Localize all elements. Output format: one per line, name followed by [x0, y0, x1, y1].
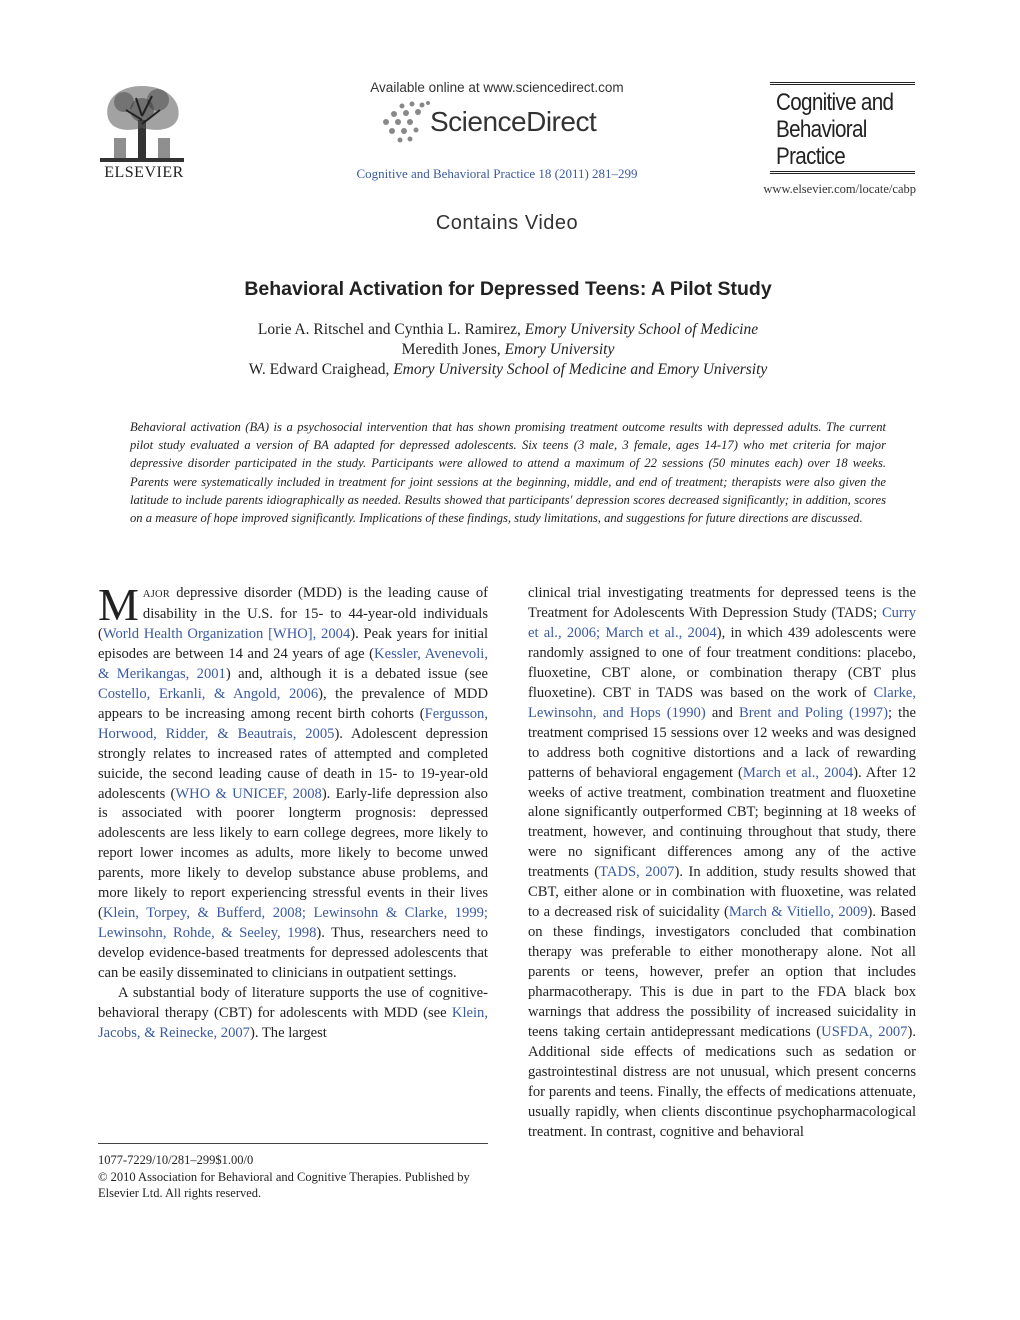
footnote-divider — [98, 1143, 488, 1144]
body-text: A substantial body of literature supports the use of cognitive-behavioral therapy (CBT) for adolescents with MDD (see — [98, 985, 488, 1022]
body-text: ). After 12 weeks of active treatment, combination treatment and fluoxetine alone significantly outperformed CBT; beginning at 18 weeks of treatment, however, and continuing throughout that study, there were no significant differences among any of the active treatments ( — [528, 764, 916, 881]
sciencedirect-logo — [380, 100, 620, 144]
journal-title-line: Practice — [776, 143, 846, 170]
citation-link[interactable]: Klein, Jacobs, & Reinecke, 2007 — [98, 1005, 488, 1041]
citation-link[interactable]: WHO & UNICEF, 2008 — [175, 785, 322, 802]
citation-link[interactable]: Costello, Erkanli, & Angold, 2006 — [98, 685, 319, 702]
body-text: ) and, although it is a debated issue (see — [225, 665, 488, 682]
author-line — [100, 340, 916, 360]
body-paragraph — [528, 584, 916, 1143]
body-column-left — [98, 579, 489, 1044]
elsevier-wordmark: ELSEVIER — [104, 164, 184, 181]
journal-title-line: Behavioral — [776, 116, 867, 143]
body-column-right — [528, 584, 916, 1143]
author-affiliation: Emory University School of Medicine — [524, 321, 759, 338]
citation-link[interactable]: Kessler, Avenevoli, & Merikangas, 2001 — [98, 645, 488, 682]
body-text: ; the treatment comprised 15 sessions over 12 weeks and was designed to address both cognitive distortions and a lack of rewarding patterns of behavioral engagement ( — [528, 704, 916, 781]
contains-video-label: Contains Video — [435, 212, 579, 234]
citation-link[interactable]: World Health Organization [WHO], 2004 — [102, 625, 351, 642]
body-text: ). Thus, researchers need to develop evidence-based treatments for depressed adolescents that can be easily disseminated to clinicians in outpatient settings. — [98, 925, 488, 982]
sciencedirect-dots-icon — [380, 100, 430, 144]
author-affiliation: Emory University — [504, 341, 615, 358]
body-text: ). Peak years for initial episodes are between 14 and 24 years of age ( — [98, 625, 489, 662]
body-text: ). Based on these findings, investigators concluded that combination therapy was preferable to either monotherapy alone. Not all parents or teens, however, prefer an option that includes pharmacotherapy. This is due in part to the FDA black box warnings that address the possibility of increased suicidality in teens taking certain antidepressant medications ( — [528, 904, 916, 1040]
footnote-line: © 2010 Association for Behavioral and Cognitive Therapies. Published by Elsevier Ltd. All rights reserved. — [98, 1169, 470, 1200]
elsevier-tree-logo — [96, 80, 188, 164]
journal-url[interactable]: www.elsevier.com/locate/cabp — [763, 182, 916, 196]
author-line — [100, 320, 916, 340]
body-text: ). Additional side effects of medications such as sedation or gastrointestinal distress are not unusual, which present concerns for parents and teens. Finally, the effects of medications attenuate, usually rapidly, when clients discontinue psychopharmacological treatment. In contrast, cognitive and behavioral — [528, 1023, 916, 1140]
author-names: W. Edward Craighead, — [248, 361, 394, 378]
body-text: ), the prevalence of MDD appears to be increasing among recent birth cohorts ( — [98, 685, 488, 722]
article-title: Behavioral Activation for Depressed Teens: A Pilot Study — [244, 278, 772, 300]
footnote — [98, 1152, 488, 1202]
citation-link[interactable]: March et al., 2004 — [742, 764, 854, 781]
citation-link[interactable]: Brent and Poling (1997) — [739, 704, 888, 721]
available-online-text: Available online at www.sciencedirect.com — [370, 80, 624, 95]
journal-citation[interactable]: Cognitive and Behavioral Practice 18 (2011) 281–299 — [356, 166, 638, 181]
body-paragraph — [98, 579, 489, 984]
citation-link[interactable]: Clarke, Lewinsohn, and Hops (1990) — [528, 684, 916, 721]
body-text: and — [705, 704, 740, 721]
citation-link[interactable]: Fergusson, Horwood, Ridder, & Beautrais, 2005 — [98, 705, 488, 742]
body-text: ). In addition, study results showed that CBT, either alone or in combination with fluoxetine, was related to a decreased risk of suicidality ( — [528, 864, 916, 921]
footnote-line: 1077-7229/10/281–299$1.00/0 — [98, 1153, 254, 1167]
author-affiliation: Emory University School of Medicine and Emory University — [393, 361, 768, 378]
small-caps-text: AJOR — [142, 589, 170, 600]
author-names: Meredith Jones, — [401, 341, 505, 358]
body-text: ). Adolescent depression strongly relates to increased rates of attempted and completed suicide, the second leading cause of death in 15- to 19-year-old adolescents ( — [98, 725, 488, 802]
drop-cap: M — [98, 579, 139, 630]
body-text: ), in which 439 adolescents were randomly assigned to one of four treatment conditions: placebo, fluoxetine, CBT alone, or combination therapy (CBT plus fluoxetine). CBT in TADS was based on the work of — [528, 624, 916, 701]
author-list — [100, 320, 916, 380]
body-text: clinical trial investigating treatments for depressed teens is the Treatment for Adolescents With Depression Study (TADS; — [528, 585, 916, 621]
journal-title-line: Cognitive and — [776, 89, 894, 116]
author-names: Lorie A. Ritschel and Cynthia L. Ramirez, — [257, 321, 525, 338]
body-text: depressive disorder (MDD) is the leading cause of disability in the U.S. for 15- to 44-year-old individuals ( — [98, 585, 488, 642]
body-text: ). Early-life depression also is associated with poorer longterm prognosis: depressed adolescents are less likely to earn college degrees, more likely to report lower incomes as adults, more likely to become unwed parents, more likely to develop substance abuse problems, and more likely to report experiencing stressful events in their lives ( — [98, 785, 488, 922]
citation-link[interactable]: Curry et al., 2006; March et al., 2004 — [528, 604, 916, 641]
abstract: Behavioral activation (BA) is a psychosocial intervention that has shown promising treatment outcome results with depressed adults. The current pilot study evaluated a version of BA adapted for depressed adolescents. Six teens (3 male, 3 female, ages 14-17) who met criteria for major depressive disorder participated in the study. Participants were allowed to attend a maximum of 22 sessions (50 minutes each) over 18 weeks. Parents were systematically included in treatment for joint sessions at the beginning, middle, and end of treatment; therapists were also given the latitude to include parents idiographically as needed. Results showed that participants' depression scores decreased significantly; in addition, scores on a measure of hope improved significantly. Implications of these findings, study limitations, and suggestions for future directions are discussed. — [130, 420, 886, 526]
citation-link[interactable]: March & Vitiello, 2009 — [728, 904, 868, 921]
sciencedirect-wordmark: ScienceDirect — [430, 106, 597, 137]
citation-link[interactable]: USFDA, 2007 — [821, 1023, 908, 1040]
citation-link[interactable]: TADS, 2007 — [599, 864, 675, 881]
citation-link[interactable]: Klein, Torpey, & Bufferd, 2008; Lewinsohn & Clarke, 1999; Lewinsohn, Rohde, & Seeley, 1998 — [98, 905, 488, 942]
body-text: ). The largest — [249, 1024, 327, 1041]
author-line — [100, 360, 916, 380]
journal-title-box — [770, 82, 915, 174]
body-paragraph — [98, 984, 488, 1044]
